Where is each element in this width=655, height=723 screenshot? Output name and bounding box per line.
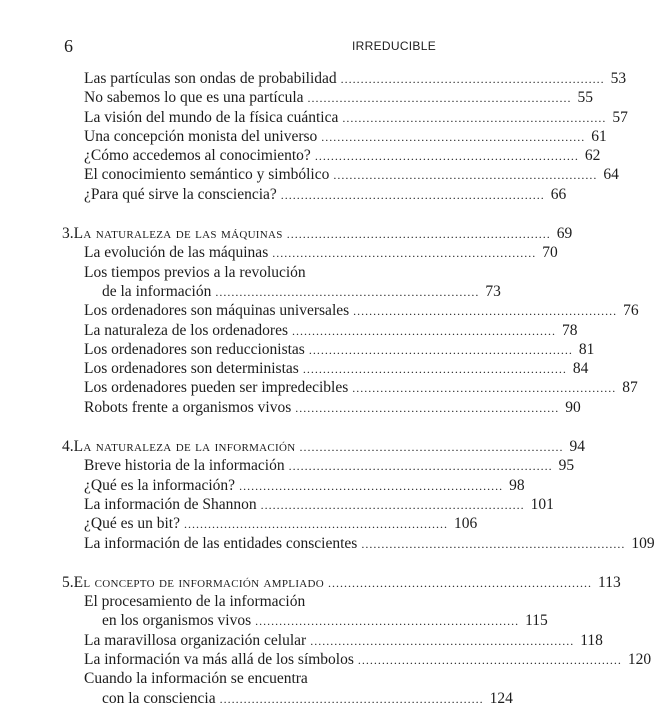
toc-entry <box>84 89 594 108</box>
entry-title: ¿Para qué sirve la consciencia? <box>84 185 277 203</box>
toc-entry <box>84 534 655 554</box>
leader-dots: .................................................................. <box>288 459 553 474</box>
toc-entry <box>84 495 554 515</box>
toc-entry <box>84 340 595 360</box>
toc-entry <box>84 689 513 709</box>
toc-entry <box>84 593 429 612</box>
toc-entry <box>84 244 558 263</box>
entry-title: Una concepción monista del universo <box>84 127 318 145</box>
entry-page: 118 <box>580 631 603 649</box>
toc-entry <box>84 282 501 302</box>
page-number: 6 <box>64 36 73 56</box>
chapter-title: La naturaleza de la información <box>73 438 296 456</box>
toc-entry <box>84 166 619 185</box>
entry-title: La información va más allá de los símbolos <box>84 651 354 669</box>
entry-title: La visión del mundo de la física cuántica <box>84 108 339 126</box>
page-header <box>64 36 436 60</box>
toc-entry <box>84 321 578 341</box>
chapter-page: 94 <box>569 438 585 456</box>
chapter-title: El concepto de información ampliado <box>73 573 325 591</box>
entry-title: en los organismos vivos <box>102 612 252 630</box>
entry-page: 101 <box>530 495 554 513</box>
chapter-title: La naturaleza de las máquinas <box>73 225 283 243</box>
toc-entry <box>84 379 638 398</box>
entry-title: La información de las entidades conscientes <box>84 534 358 552</box>
toc-entry <box>84 631 603 651</box>
entry-page: 70 <box>542 244 558 262</box>
toc-entry <box>84 457 575 476</box>
entry-title: Las partículas son ondas de probabilidad <box>84 70 337 87</box>
chapter-heading <box>62 225 573 244</box>
leader-dots: .................................................................. <box>340 72 605 86</box>
entry-title: Los ordenadores son máquinas universales <box>84 302 350 320</box>
entry-page: 81 <box>578 340 595 358</box>
chapter-page: 69 <box>556 225 573 243</box>
toc-entry <box>84 108 628 128</box>
leader-dots: .................................................................. <box>286 227 551 242</box>
toc-entry <box>84 70 627 89</box>
entry-page: 120 <box>627 651 652 669</box>
toc-entry <box>84 651 652 670</box>
entry-title: El conocimiento semántico y simbólico <box>84 166 330 184</box>
entry-title: Los ordenadores son deterministas <box>84 360 299 378</box>
section-gap <box>84 554 429 574</box>
entry-title: ¿Qué es la información? <box>84 476 236 494</box>
leader-dots: .................................................................. <box>219 691 484 706</box>
entry-title: ¿Qué es un bit? <box>84 515 180 533</box>
table-of-contents <box>62 70 655 709</box>
leader-dots: .................................................................. <box>302 362 567 377</box>
chapter-heading <box>62 438 585 457</box>
entry-page: 53 <box>610 70 627 87</box>
chapter-number: 3. <box>62 225 74 243</box>
toc-entry <box>84 612 548 631</box>
leader-dots: .................................................................. <box>260 497 525 512</box>
entry-title: La información de Shannon <box>84 495 257 513</box>
entry-title: El procesamiento de la información <box>84 593 306 611</box>
entry-title: Los tiempos previos a la revolución <box>84 263 306 281</box>
leader-dots: .................................................................. <box>352 381 617 396</box>
toc-entry <box>84 264 429 283</box>
entry-page: 87 <box>622 379 638 397</box>
leader-dots: .................................................................. <box>342 110 607 125</box>
toc-entry <box>84 185 567 205</box>
entry-title: ¿Cómo accedemos al conocimiento? <box>84 147 311 165</box>
leader-dots: .................................................................. <box>215 284 480 299</box>
leader-dots: .................................................................. <box>321 129 586 144</box>
leader-dots: .................................................................. <box>361 536 626 551</box>
entry-title: Breve historia de la información <box>84 457 285 475</box>
leader-dots: .................................................................. <box>310 633 575 648</box>
leader-dots: .................................................................. <box>307 91 572 106</box>
leader-dots: .................................................................. <box>255 614 520 629</box>
leader-dots: .................................................................. <box>183 517 448 532</box>
toc-entry <box>84 147 601 166</box>
leader-dots: .................................................................. <box>239 478 504 493</box>
section-gap <box>84 205 429 225</box>
entry-title: Los ordenadores son reduccionistas <box>84 340 305 358</box>
leader-dots: .................................................................. <box>291 323 556 338</box>
toc-entry <box>84 476 525 496</box>
entry-title: Robots frente a organismos vivos <box>84 398 292 416</box>
toc-entry <box>84 302 639 321</box>
leader-dots: .................................................................. <box>333 168 598 183</box>
leader-dots: .................................................................. <box>272 246 537 261</box>
entry-title: con la consciencia <box>102 689 216 707</box>
leader-dots: .................................................................. <box>280 187 545 202</box>
entry-page: 64 <box>603 166 619 184</box>
entry-page: 84 <box>572 360 589 378</box>
entry-page: 73 <box>485 282 501 300</box>
chapter-heading <box>62 573 621 593</box>
leader-dots: .................................................................. <box>295 400 560 415</box>
leader-dots: .................................................................. <box>308 342 573 357</box>
toc-entry <box>84 670 429 689</box>
running-head: IRREDUCIBLE <box>352 39 436 53</box>
entry-page: 57 <box>612 108 628 126</box>
chapter-number: 5. <box>62 573 74 591</box>
entry-page: 115 <box>525 612 548 630</box>
entry-title: La maravillosa organización celular <box>84 631 307 649</box>
entry-page: 62 <box>584 147 601 165</box>
leader-dots: .................................................................. <box>314 149 579 164</box>
entry-title: No sabemos lo que es una partícula <box>84 89 304 107</box>
entry-page: 106 <box>453 515 478 533</box>
entry-title: de la información <box>102 282 212 300</box>
entry-title: Los ordenadores pueden ser impredecibles <box>84 379 349 397</box>
entry-page: 109 <box>631 534 655 552</box>
toc-entry <box>84 398 581 418</box>
entry-page: 76 <box>623 302 639 320</box>
entry-page: 124 <box>489 689 513 707</box>
leader-dots: .................................................................. <box>353 304 618 319</box>
toc-entry <box>84 127 607 147</box>
leader-dots: .................................................................. <box>299 440 564 455</box>
toc-entry <box>84 515 478 534</box>
section-gap <box>84 418 429 438</box>
entry-page: 90 <box>565 398 581 416</box>
toc-entry <box>84 360 589 379</box>
chapter-number: 4. <box>62 438 74 456</box>
entry-page: 98 <box>509 476 525 494</box>
chapter-page: 113 <box>598 573 621 591</box>
entry-page: 61 <box>591 127 607 145</box>
entry-page: 95 <box>558 457 575 475</box>
entry-title: Cuando la información se encuentra <box>84 670 308 688</box>
entry-title: La evolución de las máquinas <box>84 244 269 262</box>
entry-page: 55 <box>577 89 594 107</box>
leader-dots: .................................................................. <box>357 653 622 668</box>
entry-title: La naturaleza de los ordenadores <box>84 321 288 339</box>
entry-page: 66 <box>550 185 567 203</box>
entry-page: 78 <box>561 321 578 339</box>
leader-dots: .................................................................. <box>328 575 593 590</box>
